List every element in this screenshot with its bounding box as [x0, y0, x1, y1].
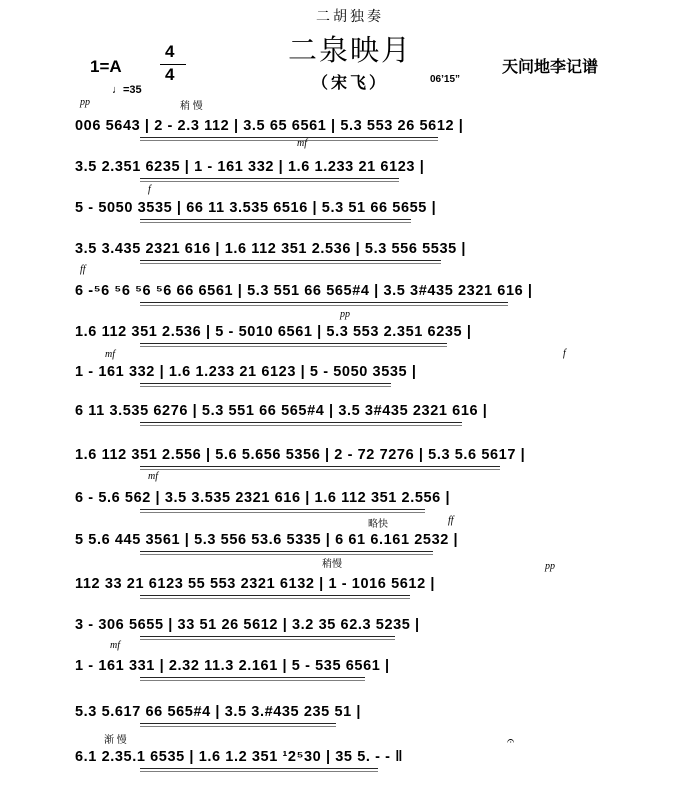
score-row-14: 1 - 161 331 | 2.32 11.3 2.161 | 5 - 535 6561 | — [75, 658, 390, 674]
beam-line — [140, 383, 391, 384]
beam-line — [140, 343, 447, 344]
beam-line — [140, 181, 399, 182]
key-signature: 1=A — [90, 57, 122, 76]
score-row-8: 6 11 3.535 6276 | 5.3 551 66 565#4 | 3.5 3#435 2321 616 | — [75, 403, 488, 419]
beam-line — [140, 771, 378, 772]
beam-line — [140, 222, 411, 223]
beam-line — [140, 512, 425, 513]
beam-line — [140, 680, 365, 681]
beam-line — [140, 726, 336, 727]
score-row-12: 112 33 21 6123 55 553 2321 6132 | 1 - 1016 5612 | — [75, 576, 436, 592]
tempo-marking: ♩=35 — [112, 84, 142, 96]
transcriber: 天问地李记谱 — [502, 59, 599, 76]
beam-line — [140, 677, 365, 678]
dynamic-mf: mf — [110, 640, 120, 651]
beam-line — [140, 219, 411, 220]
dynamic-mf: mf — [105, 349, 115, 360]
score-row-6: 1.6 112 351 2.536 | 5 - 5010 6561 | 5.3 553 2.351 6235 | — [75, 324, 472, 340]
beam-line — [140, 260, 441, 261]
beam-line — [140, 598, 410, 599]
score-row-7: 1 - 161 332 | 1.6 1.233 21 6123 | 5 - 5050 3535 | — [75, 364, 417, 380]
dynamic-mf: mf — [297, 138, 307, 149]
page-title: 二泉映月 — [287, 33, 412, 67]
score-row-9: 1.6 112 351 2.556 | 5.6 5.656 5356 | 2 - 72 7276 | 5.3 5.6 5617 | — [75, 447, 526, 463]
dynamic-ff: ff — [448, 515, 454, 526]
beam-line — [140, 425, 462, 426]
expression-shaoman: 稍慢 — [322, 559, 342, 570]
beam-line — [140, 263, 441, 264]
beam-line — [140, 466, 500, 467]
beam-line — [140, 346, 447, 347]
beam-line — [140, 636, 395, 637]
expression-shaoman: 稍 慢 — [180, 101, 203, 112]
score-row-11: 5 5.6 445 3561 | 5.3 556 53.6 5335 | 6 61 6.161 2532 | — [75, 532, 459, 548]
beam-line — [140, 137, 438, 138]
beam-line — [140, 723, 336, 724]
beam-line — [140, 422, 462, 423]
dynamic-f: f — [148, 184, 151, 195]
expression-luekuai: 略快 — [368, 519, 388, 530]
beam-line — [140, 305, 508, 306]
beam-line — [140, 509, 425, 510]
time-signature-bottom: 4 — [165, 65, 175, 84]
beam-line — [140, 140, 438, 141]
score-row-5: 6 -⁵6 ⁵6 ⁵6 ⁵6 66 6561 | 5.3 551 66 565#4 | 3.5 3#435 2321 616 | — [75, 283, 533, 299]
score-row-2: 3.5 2.351 6235 | 1 - 161 332 | 1.6 1.233 21 6123 | — [75, 159, 425, 175]
beam-line — [140, 302, 508, 303]
dynamic-mf: mf — [148, 471, 158, 482]
duration: 06’15” — [430, 74, 461, 85]
expression-jianman: 渐 慢 — [104, 735, 127, 746]
dynamic-pp: pp — [80, 97, 90, 108]
score-row-10: 6 - 5.6 562 | 3.5 3.535 2321 616 | 1.6 112 351 2.556 | — [75, 490, 451, 506]
beam-line — [140, 595, 410, 596]
beam-line — [140, 639, 395, 640]
dynamic-ff: ff — [80, 264, 86, 275]
beam-line — [140, 551, 433, 552]
score-row-1: 006 5643 | 2 - 2.3 112 | 3.5 65 6561 | 5.3 553 26 5612 | — [75, 118, 464, 134]
subtitle: 二胡独奏 — [316, 8, 384, 24]
score-row-3: 5 - 5050 3535 | 66 11 3.535 6516 | 5.3 51 66 5655 | — [75, 200, 437, 216]
score-row-4: 3.5 3.435 2321 616 | 1.6 112 351 2.536 | 5.3 556 5535 | — [75, 241, 467, 257]
time-signature-top: 4 — [165, 42, 175, 61]
dynamic-pp: pp — [340, 309, 350, 320]
dynamic-pp: pp — [545, 561, 555, 572]
beam-line — [140, 554, 433, 555]
beam-line — [140, 386, 391, 387]
score-row-16: 6.1 2.35.1 6535 | 1.6 1.2 351 ¹2⁵30 | 35 5. - - ‖ — [75, 749, 404, 765]
performer: （宋飞） — [311, 75, 388, 92]
dynamic-f: f — [563, 348, 566, 359]
beam-line — [140, 768, 378, 769]
score-row-13: 3 - 306 5655 | 33 51 26 5612 | 3.2 35 62.3 5235 | — [75, 617, 420, 633]
score-row-15: 5.3 5.617 66 565#4 | 3.5 3.#435 235 51 | — [75, 704, 362, 720]
beam-line — [140, 178, 399, 179]
beam-line — [140, 469, 500, 470]
fermata-icon: 𝄐 — [507, 733, 515, 748]
